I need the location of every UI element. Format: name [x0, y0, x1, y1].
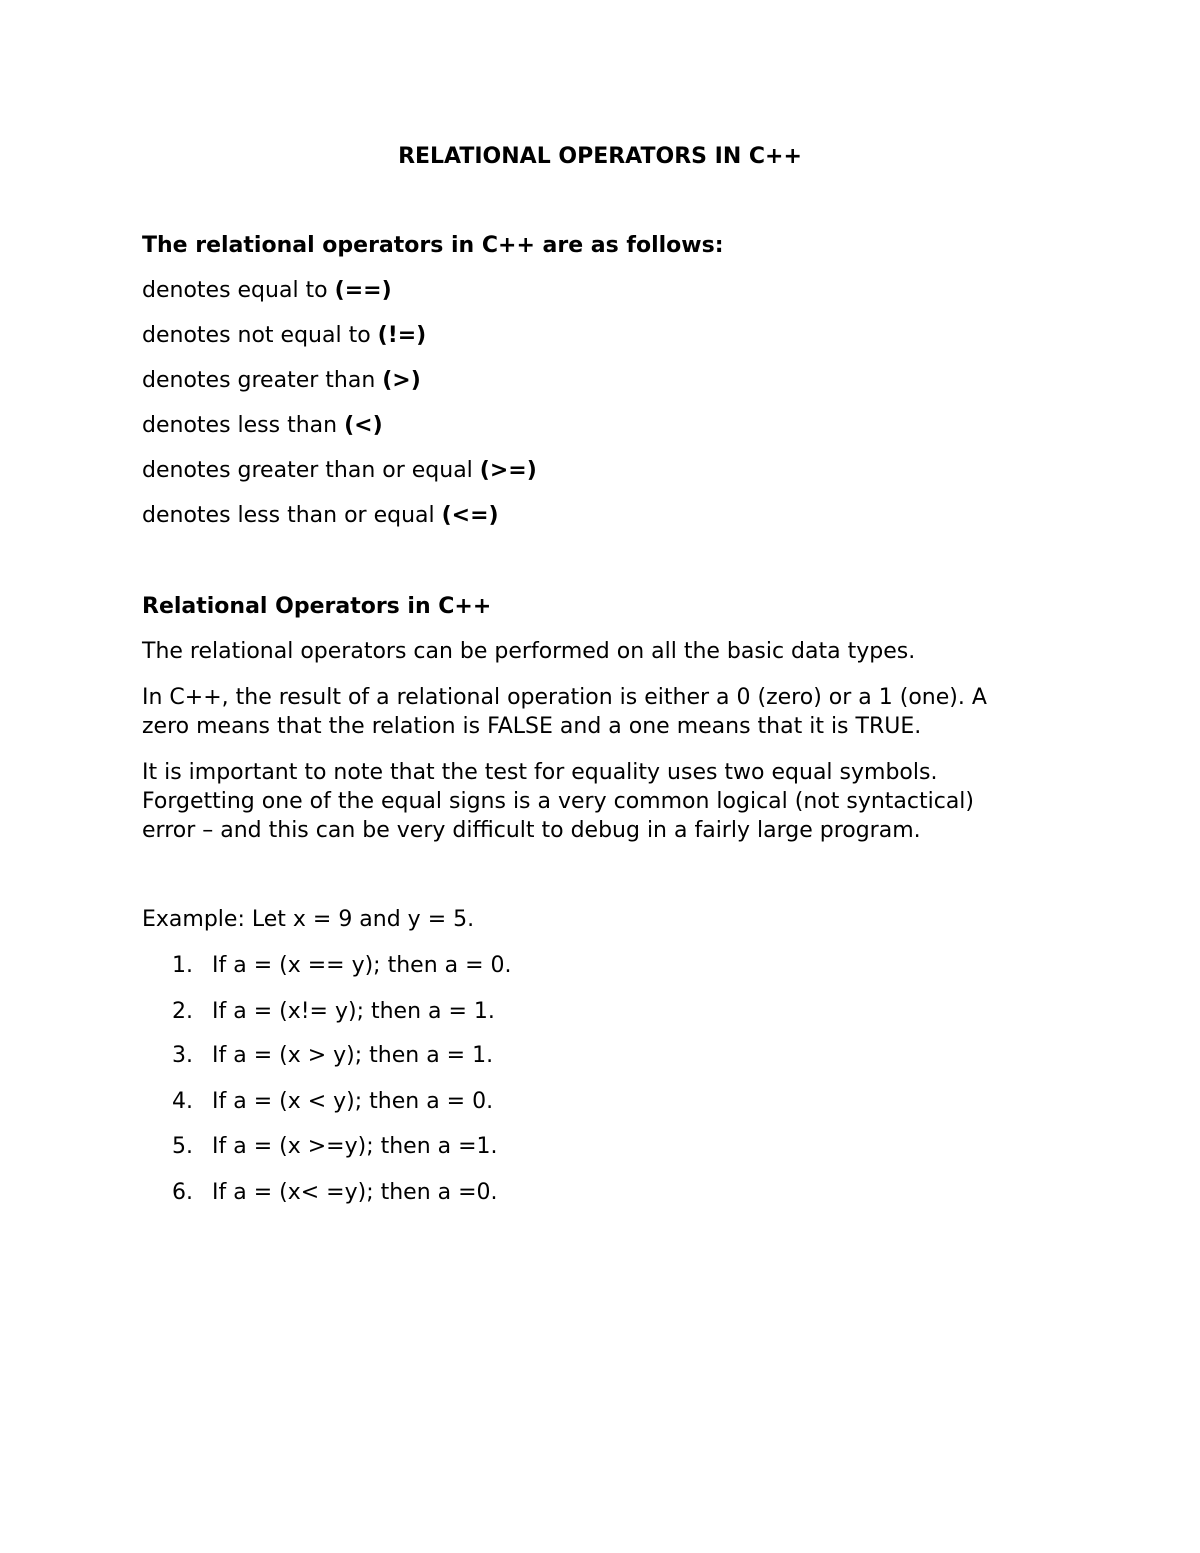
paragraph-line: error – and this can be very difficult to debug in a fairly large program. [142, 818, 921, 843]
list-item [172, 1133, 498, 1161]
list-item [172, 1042, 493, 1070]
operator-symbol: (!=) [377, 323, 427, 348]
operator-description: denotes less than [142, 413, 345, 438]
list-text: If a = (x == y); then a = 0. [212, 953, 512, 978]
list-number: 6. [172, 1180, 193, 1205]
list-number: 1. [172, 953, 193, 978]
list-number: 3. [172, 1043, 193, 1068]
list-number: 4. [172, 1089, 193, 1114]
list-text: If a = (x > y); then a = 1. [212, 1043, 494, 1068]
operator-description: denotes not equal to [142, 323, 378, 348]
intro-heading: The relational operators in C++ are as follows: [142, 233, 724, 258]
list-item [172, 1088, 493, 1116]
operator-line-equal [142, 277, 392, 305]
list-item [172, 1179, 498, 1207]
operator-line-less [142, 412, 383, 440]
paragraph-line: It is important to note that the test for equality uses two equal symbols. [142, 760, 938, 785]
operator-description: denotes greater than or equal [142, 458, 480, 483]
example-intro: Example: Let x = 9 and y = 5. [142, 907, 475, 932]
list-text: If a = (x!= y); then a = 1. [212, 999, 495, 1024]
paragraph-line: In C++, the result of a relational operation is either a 0 (zero) or a 1 (one). A [142, 685, 987, 710]
operator-symbol: (>=) [479, 458, 537, 483]
operator-line-not-equal [142, 322, 426, 350]
paragraph-line: zero means that the relation is FALSE and a one means that it is TRUE. [142, 714, 922, 739]
document-title: RELATIONAL OPERATORS IN C++ [398, 144, 802, 169]
paragraph-equality [142, 758, 1062, 845]
operator-line-greater-equal [142, 457, 537, 485]
operator-description: denotes less than or equal [142, 503, 442, 528]
operator-symbol: (<=) [441, 503, 499, 528]
list-number: 5. [172, 1134, 193, 1159]
list-item [172, 998, 495, 1026]
operator-line-less-equal [142, 502, 499, 530]
paragraph-line: Forgetting one of the equal signs is a very common logical (not syntactical) [142, 789, 974, 814]
paragraph-data-types: The relational operators can be performed on all the basic data types. [142, 639, 916, 664]
operator-symbol: (<) [344, 413, 383, 438]
operator-symbol: (>) [382, 368, 421, 393]
list-item [172, 952, 512, 980]
list-number: 2. [172, 999, 193, 1024]
operator-symbol: (==) [334, 278, 392, 303]
operator-description: denotes greater than [142, 368, 383, 393]
operator-description: denotes equal to [142, 278, 335, 303]
operator-line-greater [142, 367, 421, 395]
paragraph-result [142, 683, 1062, 741]
list-text: If a = (x >=y); then a =1. [212, 1134, 498, 1159]
list-text: If a = (x < y); then a = 0. [212, 1089, 494, 1114]
list-text: If a = (x< =y); then a =0. [212, 1180, 498, 1205]
section-heading: Relational Operators in C++ [142, 594, 492, 619]
